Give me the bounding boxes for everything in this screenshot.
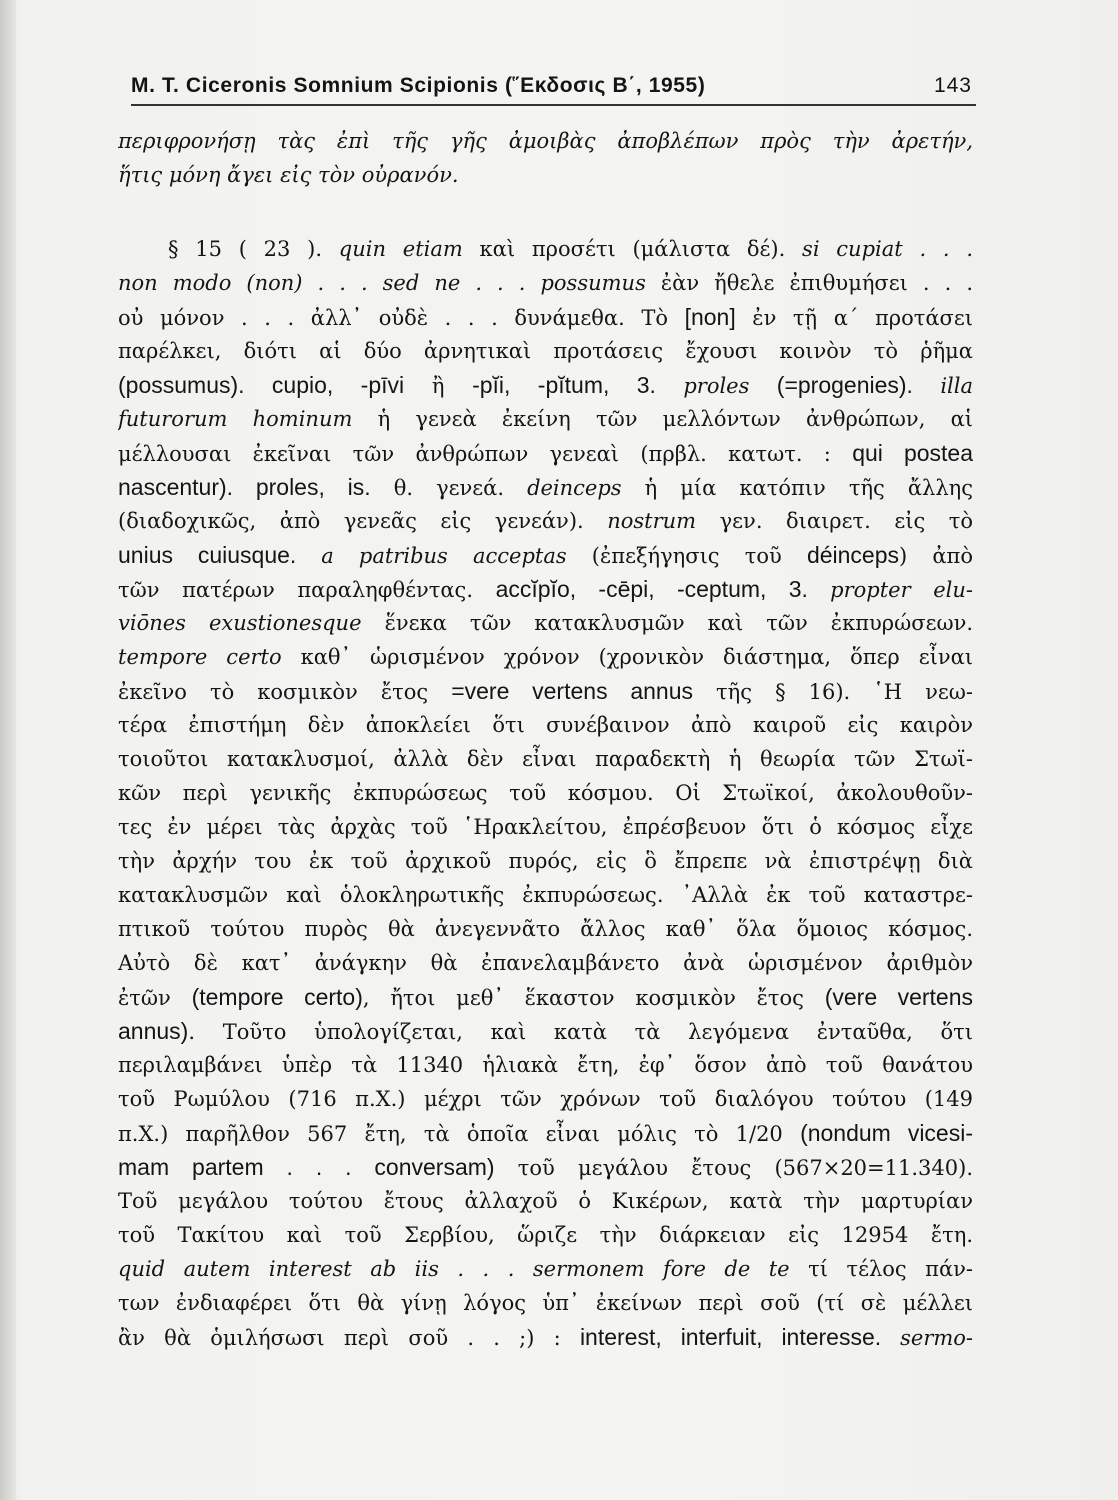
section-heading-line: § 15 ( 23 ). quin etiam καὶ προσέτι (μάλιστα δέ). si cupiat . . . xyxy=(168,237,973,261)
text-line: viōnes exustionesque ἕνεκα τῶν κατακλυσμῶν καὶ τῶν ἐκπυρώσεων. xyxy=(118,611,973,635)
text-line: των ἐνδιαφέρει ὅτι θὰ γίνῃ λόγος ὑπ᾽ ἐκείνων περὶ σοῦ (τί σὲ μέλλει xyxy=(118,1291,973,1315)
running-title: M. T. Ciceronis Somnium Scipionis (῞Εκδοσις Β΄, 1955) xyxy=(131,74,706,97)
text-line: ἥτις μόνη ἄγει εἰς τὸν οὐρανόν. xyxy=(118,163,459,187)
text-line: παρέλκει, διότι αἱ δύο ἀρνητικαὶ προτάσεις ἔχουσι κοινὸν τὸ ῥῆμα xyxy=(118,339,973,363)
page-body xyxy=(118,124,973,1354)
text-line: μέλλουσαι ἐκεῖναι τῶν ἀνθρώπων γενεαὶ (πρβλ. κατωτ. : qui postea xyxy=(118,440,973,466)
text-line: τοῦ Ρωμύλου (716 π.Χ.) μέχρι τῶν χρόνων τοῦ διαλόγου τούτου (149 xyxy=(118,1087,973,1111)
text-line: ἐτῶν (tempore certo), ἤτοι μεθ᾽ ἕκαστον κοσμικὸν ἔτος (vere vertens xyxy=(118,984,973,1010)
text-line: τέρα ἐπιστήμη δὲν ἀποκλείει ὅτι συνέβαινον ἀπὸ καιροῦ εἰς καιρὸν xyxy=(118,713,973,737)
text-line: non modo (non) . . . sed ne . . . possumus ἐὰν ἤθελε ἐπιθυμήσει . . . xyxy=(118,271,973,295)
text-line: mam partem . . . conversam) τοῦ μεγάλου ἔτους (567×20=11.340). xyxy=(118,1154,973,1180)
text-line: annus). Τοῦτο ὑπολογίζεται, καὶ κατὰ τὰ λεγόμενα ἐνταῦθα, ὅτι xyxy=(118,1018,973,1044)
text-line: Τοῦ μεγάλου τούτου ἔτους ἀλλαχοῦ ὁ Κικέρων, κατὰ τὴν μαρτυρίαν xyxy=(118,1189,973,1213)
text-line: κῶν περὶ γενικῆς ἐκπυρώσεως τοῦ κόσμου. Οἱ Στωϊκοί, ἀκολουθοῦν- xyxy=(118,781,973,805)
text-line: περιφρονήσῃ τὰς ἐπὶ τῆς γῆς ἀμοιβὰς ἀποβλέπων πρὸς τὴν ἀρετήν, xyxy=(118,129,973,153)
text-line: περιλαμβάνει ὑπὲρ τὰ 11340 ἡλιακὰ ἔτη, ἐφ᾽ ὅσον ἀπὸ τοῦ θανάτου xyxy=(118,1053,973,1077)
text-line: ἐκεῖνο τὸ κοσμικὸν ἔτος =vere vertens annus τῆς § 16). ῾Η νεω- xyxy=(118,678,973,704)
text-line: ἂν θὰ ὁμιλήσωσι περὶ σοῦ . . ;) : interest, interfuit, interesse. sermo- xyxy=(118,1324,973,1350)
text-line: nascentur). proles, is. θ. γενεά. deinceps ἡ μία κατόπιν τῆς ἄλλης xyxy=(118,474,973,500)
text-line: Αὐτὸ δὲ κατ᾽ ἀνάγκην θὰ ἐπανελαμβάνετο ἀνὰ ὡρισμένον ἀριθμὸν xyxy=(118,951,973,975)
text-line: τοῦ Τακίτου καὶ τοῦ Σερβίου, ὥριζε τὴν διάρκειαν εἰς 12954 ἔτη. xyxy=(118,1223,973,1247)
text-line: futurorum hominum ἡ γενεὰ ἐκείνη τῶν μελλόντων ἀνθρώπων, αἱ xyxy=(118,407,973,431)
text-line: tempore certo καθ᾽ ὡρισμένον χρόνον (χρονικὸν διάστημα, ὅπερ εἶναι xyxy=(118,645,973,669)
text-line: (possumus). cupio, -pīvi ἢ -pĭi, -pĭtum, 3. proles (=progenies). illa xyxy=(118,372,973,398)
page-number: 143 xyxy=(933,74,972,97)
text-line: π.Χ.) παρῆλθον 567 ἔτη, τὰ ὁποῖα εἶναι μόλις τὸ 1/20 (nondum vicesi- xyxy=(118,1120,973,1146)
book-spine-shadow xyxy=(0,0,16,1500)
text-line: unius cuiusque. a patribus acceptas (ἐπεξήγησις τοῦ déinceps) ἀπὸ xyxy=(118,542,973,568)
text-line: πτικοῦ τούτου πυρὸς θὰ ἀνεγεννᾶτο ἄλλος καθ᾽ ὅλα ὅμοιος κόσμος. xyxy=(118,917,973,941)
text-line: τες ἐν μέρει τὰς ἀρχὰς τοῦ ῾Ηρακλείτου, ἐπρέσβευον ὅτι ὁ κόσμος εἶχε xyxy=(118,815,973,839)
text-line: τῶν πατέρων παραληφθέντας. accĭpĭo, -cēpi, -ceptum, 3. propter elu- xyxy=(118,576,973,602)
text-line: τὴν ἀρχήν του ἐκ τοῦ ἀρχικοῦ πυρός, εἰς ὃ ἔπρεπε νὰ ἐπιστρέψῃ διὰ xyxy=(118,849,973,873)
text-line: οὐ μόνον . . . ἀλλ᾽ οὐδὲ . . . δυνάμεθα. Τὸ [non] ἐν τῇ α΄ προτάσει xyxy=(118,304,973,330)
text-line: quid autem interest ab iis . . . sermonem fore de te τί τέλος πάν- xyxy=(118,1257,973,1281)
running-header xyxy=(131,70,976,106)
text-line: τοιοῦτοι κατακλυσμοί, ἀλλὰ δὲν εἶναι παραδεκτὴ ἡ θεωρία τῶν Στωϊ- xyxy=(118,747,973,771)
text-line: (διαδοχικῶς, ἀπὸ γενεᾶς εἰς γενεάν). nostrum γεν. διαιρετ. εἰς τὸ xyxy=(118,509,973,533)
text-line: κατακλυσμῶν καὶ ὁλοκληρωτικῆς ἐκπυρώσεως. ᾽Αλλὰ ἐκ τοῦ καταστρε- xyxy=(118,883,973,907)
